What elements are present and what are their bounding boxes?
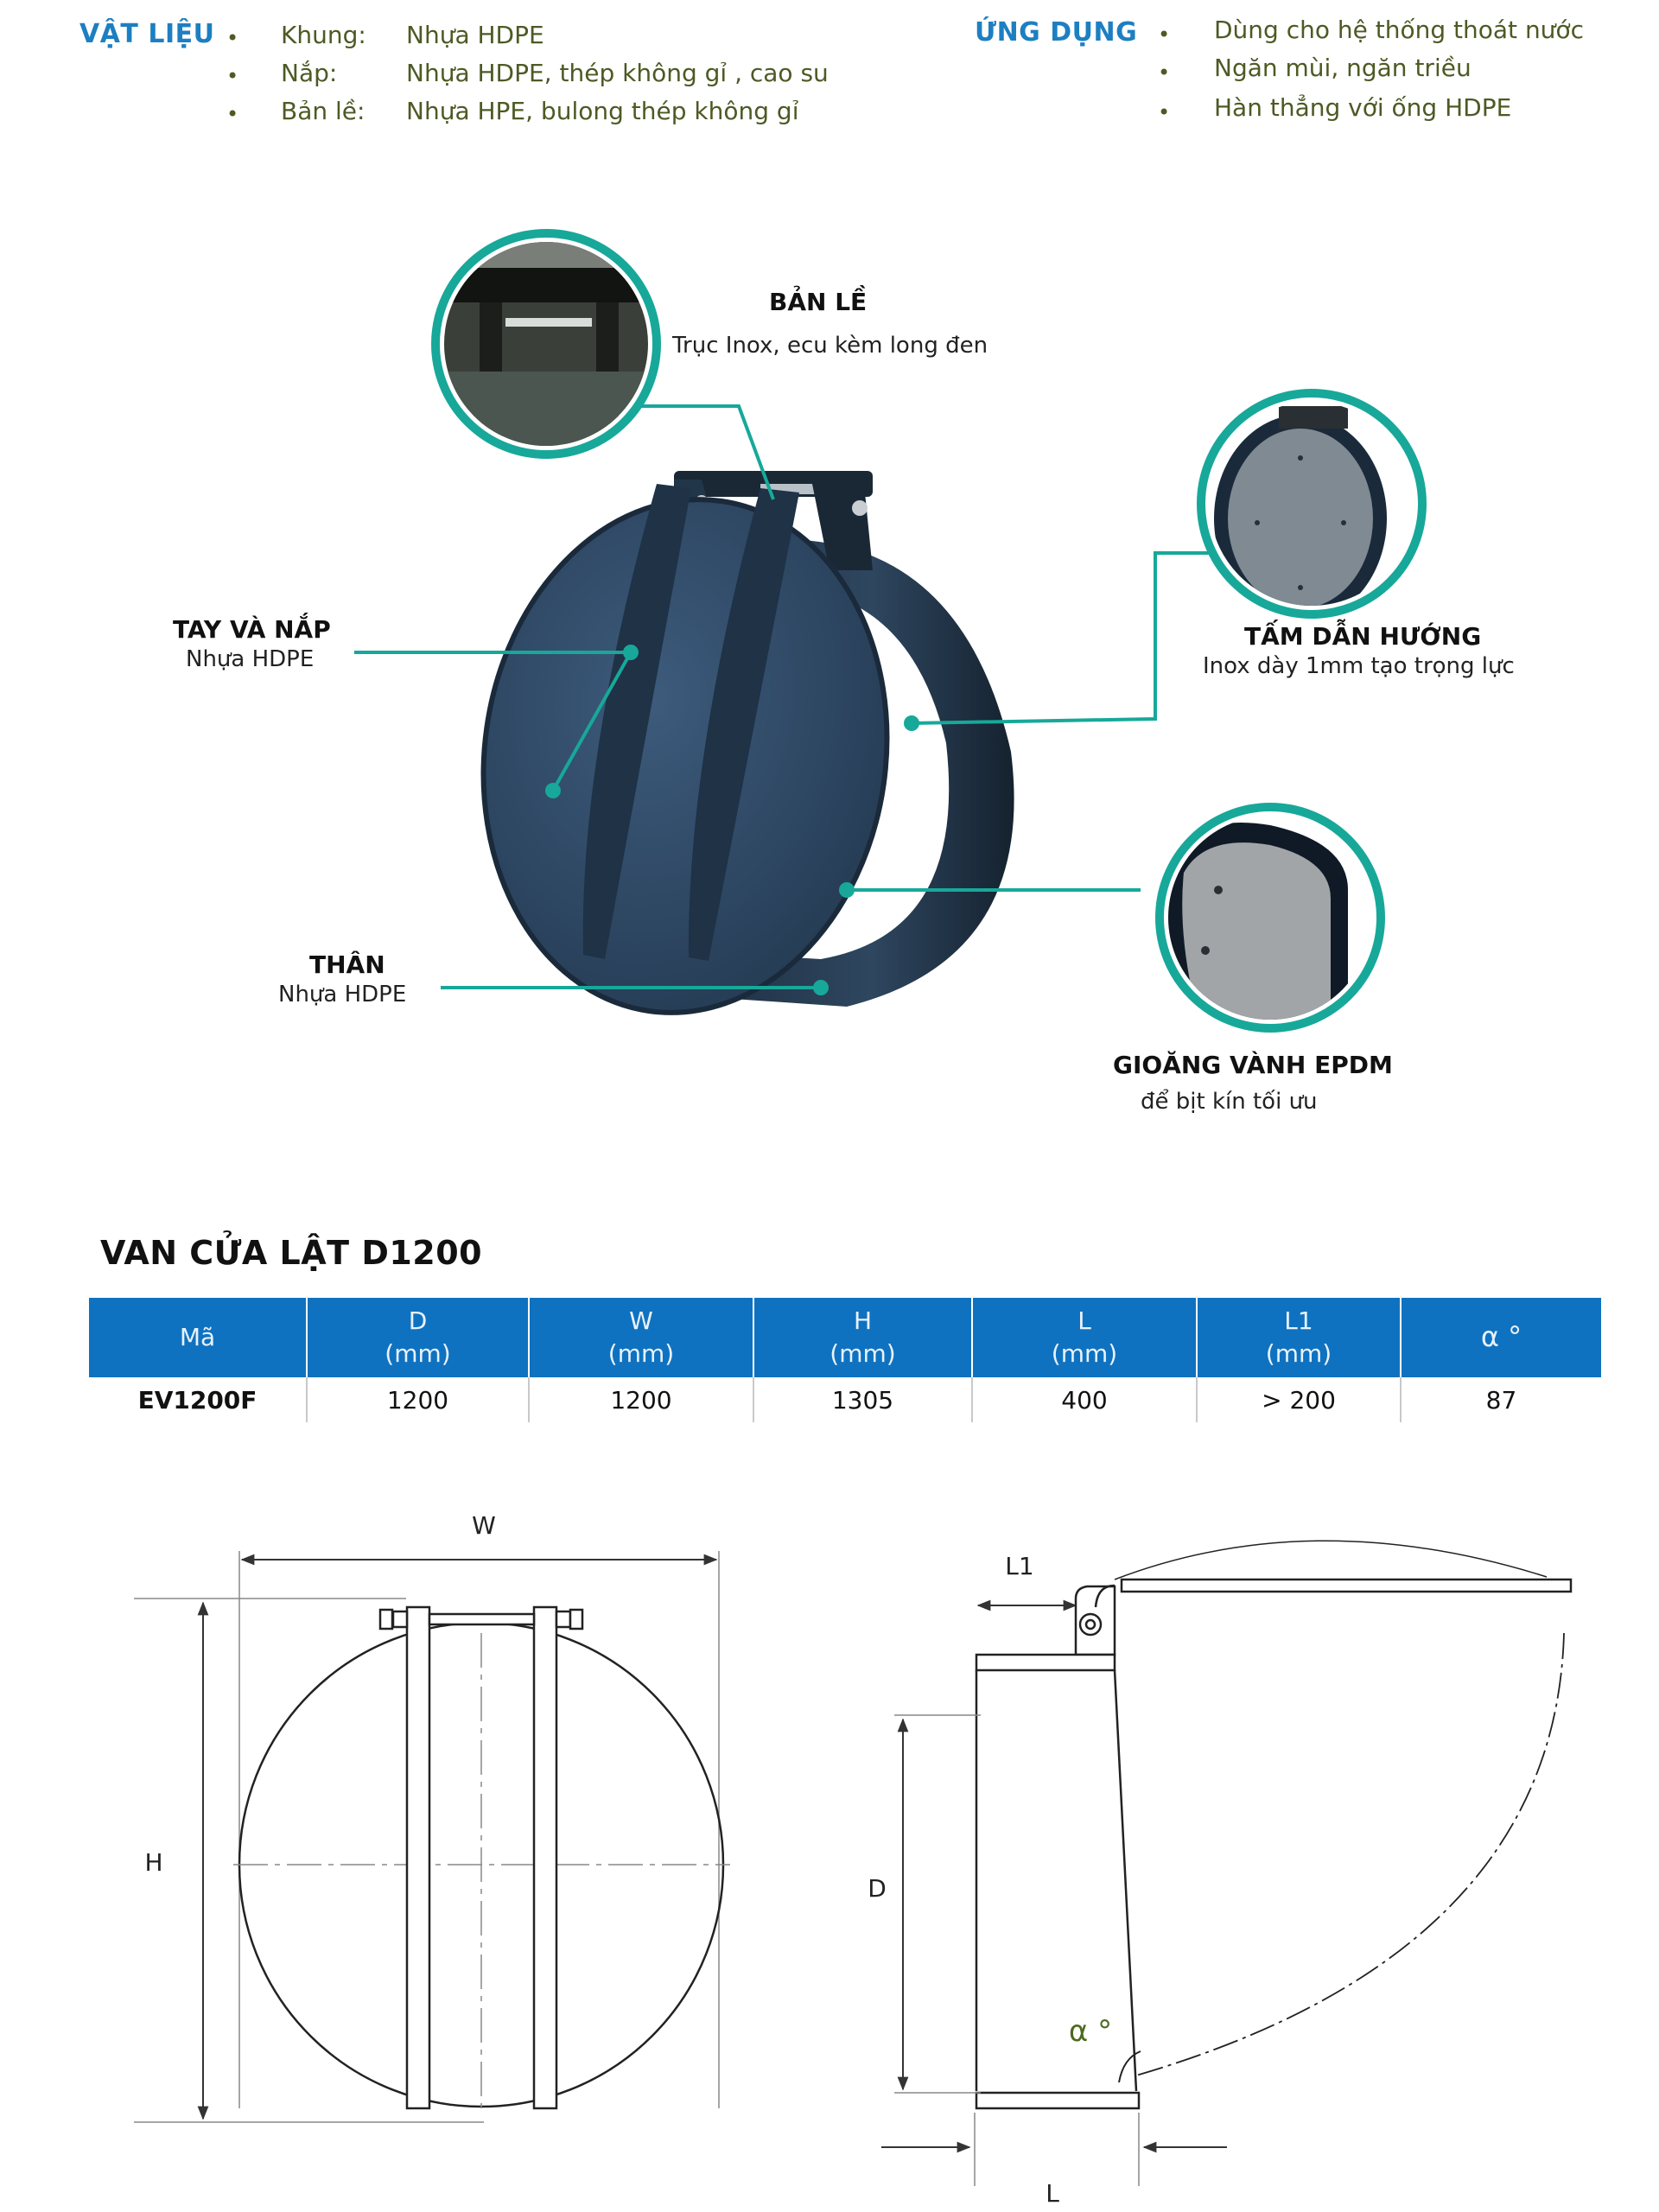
hinge-callout-sub: Trục Inox, ecu kèm long đen: [672, 333, 988, 359]
body-callout-sub: Nhựa HDPE: [278, 982, 407, 1007]
cell-d: 1200: [307, 1377, 529, 1422]
materials-label-cover: Nắp:: [281, 59, 338, 87]
body-callout-title: THÂN: [309, 950, 385, 979]
application-item: Dùng cho hệ thống thoát nước: [1214, 16, 1584, 44]
materials-title: VẬT LIỆU: [79, 19, 215, 49]
bullet-icon: •: [1158, 60, 1171, 85]
handle-callout-sub: Nhựa HDPE: [186, 646, 315, 672]
hinge-inset: [432, 233, 665, 458]
front-dim-w: W: [472, 1511, 496, 1540]
side-dim-d: D: [868, 1874, 887, 1903]
header-alpha: α °: [1401, 1298, 1601, 1377]
hinge-callout-title: BẢN LỀ: [769, 288, 868, 316]
side-dim-l: L: [1046, 2179, 1059, 2208]
materials-value-hinge: Nhựa HPE, bulong thép không gỉ: [406, 97, 799, 125]
header-w: W (mm): [529, 1298, 753, 1377]
product-title: VAN CỬA LẬT D1200: [100, 1234, 483, 1272]
cell-l: 400: [972, 1377, 1197, 1422]
bullet-icon: •: [1158, 22, 1171, 47]
gasket-callout-sub: để bịt kín tối ưu: [1141, 1089, 1318, 1115]
bullet-icon: •: [226, 102, 239, 126]
cell-alpha: 87: [1401, 1377, 1601, 1422]
cell-l1: > 200: [1197, 1377, 1401, 1422]
guide-callout-sub: Inox dày 1mm tạo trọng lực: [1203, 653, 1515, 679]
application-item: Ngăn mùi, ngăn triều: [1214, 54, 1471, 82]
bullet-icon: •: [226, 64, 239, 88]
guide-plate-inset: [1201, 393, 1422, 622]
side-view-drawing: [881, 1541, 1571, 2186]
side-dim-l1: L1: [1005, 1552, 1034, 1580]
header-l1: L1 (mm): [1197, 1298, 1401, 1377]
header-code: Mã: [89, 1298, 307, 1377]
front-view-drawing: [134, 1551, 730, 2122]
cell-h: 1305: [753, 1377, 972, 1422]
table-row: [89, 1377, 1601, 1422]
materials-label-frame: Khung:: [281, 21, 366, 49]
materials-label-hinge: Bản lề:: [281, 97, 365, 125]
header-d: D (mm): [307, 1298, 529, 1377]
gasket-inset: [1160, 807, 1381, 1028]
materials-value-cover: Nhựa HDPE, thép không gỉ , cao su: [406, 59, 829, 87]
header-l: L (mm): [972, 1298, 1197, 1377]
technical-drawings: [0, 1469, 1659, 2212]
table-header-row: [89, 1298, 1601, 1377]
cell-w: 1200: [529, 1377, 753, 1422]
spec-table: [89, 1298, 1601, 1422]
application-item: Hàn thẳng với ống HDPE: [1214, 93, 1512, 122]
applications-title: ỨNG DỤNG: [975, 17, 1138, 48]
gasket-callout-title: GIOĂNG VÀNH EPDM: [1113, 1051, 1393, 1079]
side-dim-alpha: α °: [1068, 2014, 1113, 2049]
front-dim-h: H: [144, 1848, 163, 1877]
cell-code: EV1200F: [137, 1385, 257, 1414]
bullet-icon: •: [1158, 100, 1171, 124]
bullet-icon: •: [226, 26, 239, 50]
guide-callout-title: TẤM DẪN HƯỚNG: [1244, 622, 1482, 651]
materials-value-frame: Nhựa HDPE: [406, 21, 544, 49]
header-h: H (mm): [753, 1298, 972, 1377]
handle-callout-title: TAY VÀ NẮP: [173, 615, 331, 644]
